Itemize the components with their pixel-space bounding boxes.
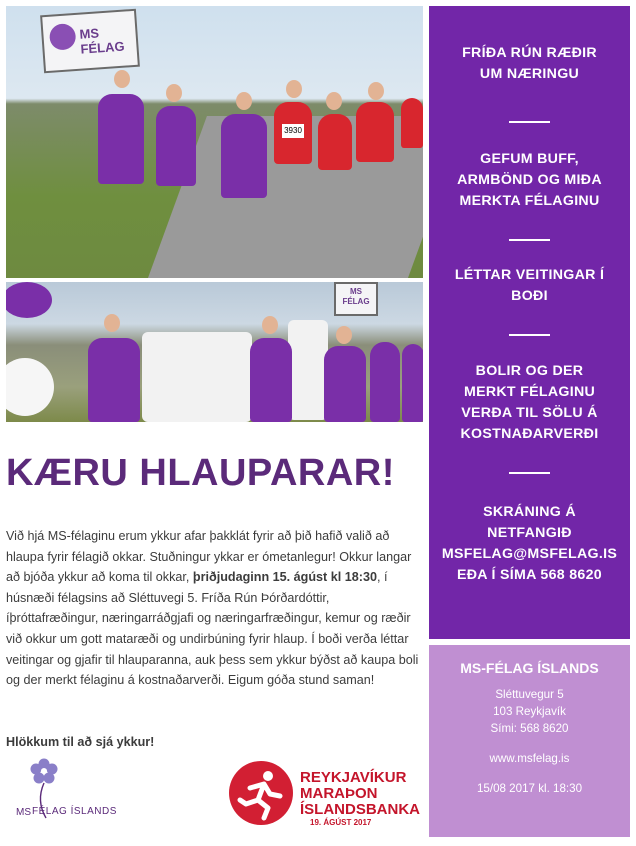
runner (401, 98, 423, 148)
walker (370, 342, 400, 422)
balloon (6, 358, 54, 416)
white-banner (288, 320, 328, 420)
street: Sléttuvegur 5 (495, 688, 564, 701)
sidebar-item: FRÍÐA RÚN RÆÐIR UM NÆRINGU (462, 45, 597, 82)
body-paragraph: Við hjá MS-félaginu erum ykkur afar þakklát fyrir að þið hafið valið að hlaupa fyrir félagið okkar. Stuðningur ykkar er ómetanlegur! Okkur langar að bjóða ykkur að koma til okkar, þriðjudaginn 15. ágúst kl 18:30, í húsnæði félagsins að Sléttuvegi 5. Fríða Rún Þórðardóttir, íþróttafræðingur, næringarráðgjafi og næringarfræðingur, kemur og ræðir við okkur um gott mataræði og undirbúning fyrir hlaup. Í boði verða léttar veitingar og gjafir til hlauparanna, auk þess sem ykkur býðst að kaupa boli og der merkt félaginu á kostnaðarverði. Eigum góða stund saman! (6, 529, 419, 688)
runner (98, 94, 144, 184)
sidebar-item: BOLIR OG DER MERKT FÉLAGINU VERÐA TIL SÖLU Á KOSTNAÐARVERÐI (460, 363, 599, 442)
ms-felag-sign: MS FÉLAG (334, 282, 378, 316)
divider (509, 472, 550, 474)
walker (402, 344, 423, 422)
ms-logo-text: FÉLAG ÍSLANDS (32, 806, 117, 817)
marathon-logo-line: REYKJAVÍKUR (300, 769, 407, 786)
ms-felag-sign: MS FÉLAG (40, 9, 140, 74)
svg-text:MS: MS (16, 807, 31, 818)
runner (356, 102, 394, 162)
divider (509, 334, 550, 336)
race-bib: 3930 (282, 124, 304, 138)
white-banner (142, 332, 252, 422)
divider (509, 121, 550, 123)
phone: Sími: 568 8620 (490, 722, 569, 735)
event-time: þriðjudaginn 15. ágúst kl 18:30 (192, 570, 377, 585)
walker (250, 338, 292, 422)
runners-photo-top (6, 6, 423, 278)
balloon (6, 282, 52, 318)
marathon-logo-line: ÍSLANDSBANKA (300, 801, 420, 818)
marathon-runner-icon (228, 760, 294, 826)
sign-flower-icon (49, 23, 77, 51)
headline: KÆRU HLAUPARAR! (6, 452, 395, 494)
walker (88, 338, 140, 422)
city: 103 Reykjavík (493, 705, 566, 718)
closing-line: Hlökkum til að sjá ykkur! (6, 735, 155, 749)
runners-photo-bottom (6, 282, 423, 422)
marathon-date: 19. ÁGÚST 2017 (310, 818, 372, 827)
sidebar-item: GEFUM BUFF, ARMBÖND OG MIÐA MERKTA FÉLAGINU (457, 151, 602, 209)
website-link[interactable]: www.msfelag.is (489, 752, 570, 765)
marathon-logo-line: MARAÞON (300, 785, 378, 802)
event-date: 15/08 2017 kl. 18:30 (476, 782, 583, 795)
info-sidebar (429, 6, 630, 639)
walker (324, 346, 366, 422)
sidebar-item: LÉTTAR VEITINGAR Í BOÐI (454, 267, 605, 304)
contact-box (429, 645, 630, 837)
runner (318, 114, 352, 170)
email-link[interactable]: MSFELAG@MSFELAG.IS (441, 546, 618, 562)
org-name: MS-FÉLAG ÍSLANDS (460, 660, 599, 676)
registration-info: SKRÁNING Á NETFANGIÐ MSFELAG@MSFELAG.IS EÐA Í SÍMA 568 8620 (429, 502, 630, 586)
runner (221, 114, 267, 198)
runner (156, 106, 196, 186)
divider (509, 239, 550, 241)
